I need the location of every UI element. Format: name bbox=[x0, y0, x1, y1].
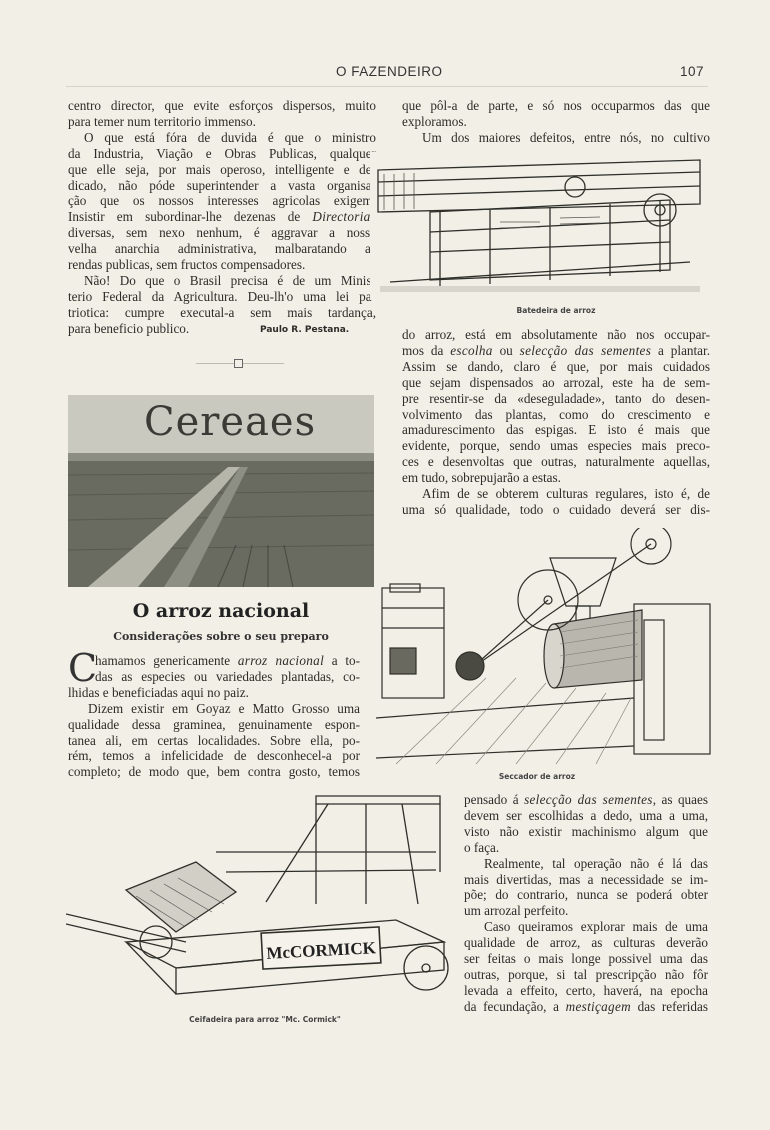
text-line: diversas, sem nexo nenhum, é aggravar a nossa bbox=[68, 225, 376, 241]
column1-top-text bbox=[68, 98, 376, 337]
machine-label: McCORMICK bbox=[265, 938, 377, 963]
fig1-caption: Batedeira de arroz bbox=[516, 306, 596, 315]
text-span: , as quaes bbox=[652, 792, 708, 807]
text-line: tanea ali, em certas localidades. Sobre ella, po- bbox=[68, 732, 360, 748]
text-line: para temer num territorio immenso. bbox=[68, 113, 256, 129]
text-line: põe; do contrario, nunca se poderá obter bbox=[464, 887, 708, 903]
text-span: mos da bbox=[402, 342, 451, 358]
text-span: a to- bbox=[324, 653, 360, 668]
text-line: rém, temos a infelicidade de desconhecel-a por bbox=[68, 748, 360, 764]
text-line: Um dos maiores defeitos, entre nós, no cultivo bbox=[422, 129, 710, 145]
text-line: centro director, que evite esforços dispersos, muito bbox=[68, 98, 376, 113]
text-line: velha anarchia administrativa, malbaratando as bbox=[68, 241, 376, 257]
text-line: do arroz, está em absolutamente não nos occupar- bbox=[402, 327, 710, 342]
column2-bottom-text bbox=[464, 792, 708, 1015]
italic-term: arroz nacional bbox=[237, 653, 325, 668]
text-line: evidente, porque, sendo umas especies mais preco- bbox=[402, 438, 710, 454]
text-line: visto não existir machinismo algum que bbox=[464, 823, 708, 839]
text-line: completo; de modo que, bem contra gosto, temos bbox=[68, 764, 360, 780]
batedeira-illustration bbox=[370, 152, 712, 300]
text-line: da Industria, Viação e Obras Publicas, qualquer bbox=[68, 145, 376, 161]
text-line: Não! Do que o Brasil precisa é de um Minis- bbox=[84, 272, 376, 288]
italic-term: selecção das sementes bbox=[519, 342, 652, 358]
text-line: lhidas e beneficiadas aqui no paiz. bbox=[68, 684, 249, 700]
text-line: O que está fóra de duvida é que o ministro bbox=[84, 129, 376, 145]
article-body bbox=[68, 646, 360, 780]
article-title: O arroz nacional bbox=[132, 600, 310, 622]
text-line: ção que os nossos interesses agricolas exigem. bbox=[68, 193, 376, 209]
text-line bbox=[464, 999, 708, 1015]
text-line: ces e desenvoltas que outras, naturalmente aquellas, bbox=[402, 454, 710, 470]
text-line: qualidade dessa graminea, genuinamente espon- bbox=[68, 716, 360, 732]
text-line: levada a effeito, certo, haverá, na epocha bbox=[464, 982, 708, 998]
article-subtitle: Considerações sobre o seu preparo bbox=[113, 630, 329, 643]
italic-term: Directorias bbox=[312, 209, 376, 225]
text-line bbox=[402, 343, 710, 359]
text-line: outras, porque, si tal prescripção não fôr bbox=[464, 966, 708, 982]
author-signature: Paulo R. Pestana. bbox=[260, 324, 350, 335]
text-line: devem ser escolhidas a dedo, uma a uma, bbox=[464, 807, 708, 823]
running-title: O FAZENDEIRO bbox=[336, 64, 443, 79]
text-span: ou bbox=[492, 342, 520, 358]
text-line: pre resentir-se da «deseguladade», tanto do desen- bbox=[402, 390, 710, 406]
text-line: qualidade de arroz, as culturas deverão bbox=[464, 935, 708, 951]
text-line: dicado, não póde superintender a vasta organisa- bbox=[68, 177, 376, 193]
text-span: para beneficio publico. bbox=[68, 320, 190, 336]
fig2-caption: Seccador de arroz bbox=[498, 772, 576, 781]
text-span: Insistir em subordinar-lhe dezenas de bbox=[68, 209, 313, 225]
text-line: das as especies ou variedades plantadas, co- bbox=[95, 668, 360, 684]
text-line: que pôl-a de parte, e só nos occuparmos das que bbox=[402, 98, 710, 113]
header-rule bbox=[66, 86, 708, 87]
column2-top-text bbox=[402, 98, 710, 146]
cereaes-photo bbox=[68, 395, 374, 587]
text-line bbox=[464, 792, 708, 808]
text-line: Afim de se obterem culturas regulares, isto é, de bbox=[422, 486, 710, 502]
fig3-caption: Ceifadeira para arroz "Mc. Cormick" bbox=[189, 1015, 341, 1024]
text-line bbox=[95, 653, 360, 669]
text-line bbox=[68, 209, 376, 225]
italic-term: escolha bbox=[450, 342, 493, 358]
text-line: Caso queiramos explorar mais de uma bbox=[484, 919, 708, 935]
page-number: 107 bbox=[680, 64, 705, 79]
seccador-illustration bbox=[376, 528, 716, 768]
text-line: amadurescimento das espigas. E isto é mais que bbox=[402, 422, 710, 438]
text-line: triotica: cumpre executal-a sem mais tardança, bbox=[68, 304, 376, 320]
text-line: terio Federal da Agricultura. Deu-lh'o uma lei pa- bbox=[68, 288, 376, 304]
text-span: da fecundação, a bbox=[464, 998, 566, 1014]
text-line: mais divertidas, mas a necessidade se im- bbox=[464, 871, 708, 887]
text-line: em tudo, sobrepujarão a estas. bbox=[402, 470, 561, 486]
text-line: Assim se dando, claro é que, por mais cuidados bbox=[402, 358, 710, 374]
text-line: rendas publicas, sem fructos compensadores. bbox=[68, 257, 306, 273]
text-line: exploramos. bbox=[402, 113, 467, 129]
text-span: pensado á bbox=[464, 792, 525, 807]
text-line: o faça. bbox=[464, 839, 500, 855]
text-line: uma só qualidade, todo o cuidado deverá ser dis- bbox=[402, 501, 710, 517]
text-line: Dizem existir em Goyaz e Matto Grosso uma bbox=[88, 700, 360, 716]
text-line: um arrozal perfeito. bbox=[464, 903, 569, 919]
italic-term: selecção das sementes bbox=[524, 792, 653, 807]
column2-mid-text bbox=[402, 327, 710, 518]
text-line: Realmente, tal operação não é lá das bbox=[484, 855, 708, 871]
photo-title: Cereaes bbox=[144, 399, 317, 445]
text-line: volvimento das plantas, como do crescimento e bbox=[402, 406, 710, 422]
text-line: que elle seja, por mais operoso, intelligente e de- bbox=[68, 161, 376, 177]
text-line: ser feitas o mais longe possivel uma das bbox=[464, 951, 708, 967]
ornament-square-icon bbox=[234, 359, 243, 368]
drop-cap: C bbox=[68, 646, 98, 690]
text-span: das referidas bbox=[630, 998, 708, 1014]
text-line bbox=[68, 321, 376, 337]
text-span: a plantar. bbox=[651, 342, 710, 358]
text-line: que sejam dispensados ao arrozal, este ha de sem- bbox=[402, 374, 710, 390]
mccormick-illustration bbox=[66, 792, 460, 1010]
italic-term: mestiçagem bbox=[565, 998, 631, 1014]
text-span: hamamos genericamente bbox=[95, 653, 238, 668]
